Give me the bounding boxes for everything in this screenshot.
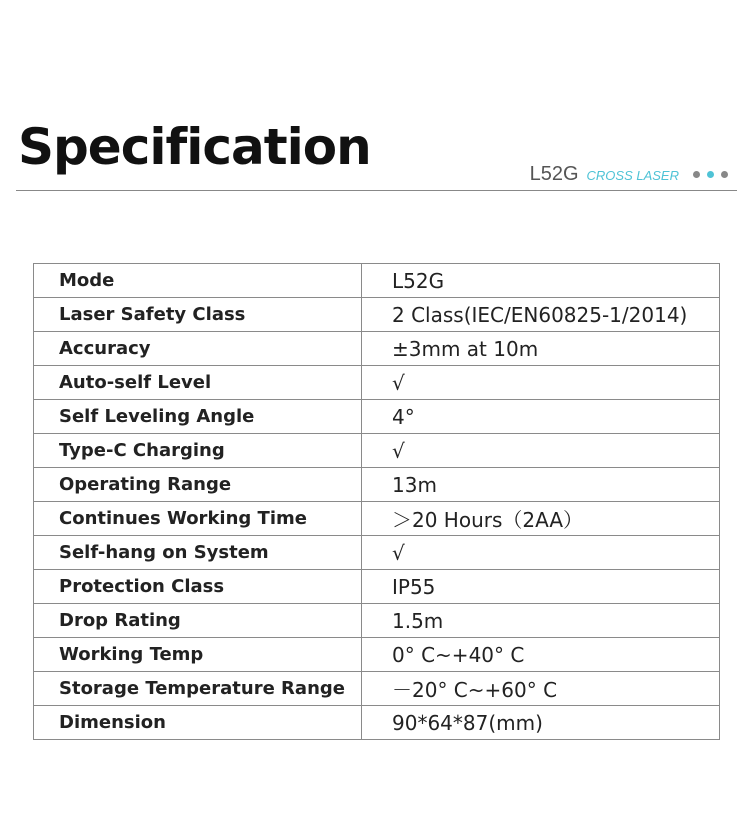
table-row xyxy=(34,638,720,672)
decorative-dots xyxy=(693,171,728,178)
spec-value: √ xyxy=(362,366,720,400)
spec-value: －20° C~+60° C xyxy=(362,672,720,706)
table-row xyxy=(34,468,720,502)
spec-label: Self-hang on System xyxy=(34,536,362,570)
dot-icon xyxy=(721,171,728,178)
spec-label: Drop Rating xyxy=(34,604,362,638)
table-row xyxy=(34,298,720,332)
spec-label: Storage Temperature Range xyxy=(34,672,362,706)
spec-label: Working Temp xyxy=(34,638,362,672)
dot-icon xyxy=(693,171,700,178)
spec-value: IP55 xyxy=(362,570,720,604)
spec-label: Laser Safety Class xyxy=(34,298,362,332)
table-row xyxy=(34,332,720,366)
model-code: L52G xyxy=(529,163,579,185)
spec-value: √ xyxy=(362,434,720,468)
spec-value: 90*64*87(mm) xyxy=(362,706,720,740)
spec-label: Accuracy xyxy=(34,332,362,366)
spec-label: Type-C Charging xyxy=(34,434,362,468)
spec-value: 4° xyxy=(362,400,720,434)
spec-table xyxy=(33,263,720,740)
table-row xyxy=(34,400,720,434)
spec-label: Operating Range xyxy=(34,468,362,502)
table-row xyxy=(34,706,720,740)
model-tag xyxy=(530,163,728,186)
spec-value: 2 Class(IEC/EN60825-1/2014) xyxy=(362,298,720,332)
spec-value: 0° C~+40° C xyxy=(362,638,720,672)
spec-label: Protection Class xyxy=(34,570,362,604)
table-row xyxy=(34,366,720,400)
dot-icon-accent xyxy=(707,171,714,178)
table-row xyxy=(34,672,720,706)
header-divider xyxy=(16,190,737,191)
spec-label: Self Leveling Angle xyxy=(34,400,362,434)
model-kind: CROSS LASER xyxy=(586,168,679,183)
spec-value: L52G xyxy=(362,264,720,298)
table-row xyxy=(34,604,720,638)
table-row xyxy=(34,536,720,570)
page-title: Specification xyxy=(18,118,371,176)
table-row xyxy=(34,264,720,298)
table-row xyxy=(34,502,720,536)
spec-label: Auto-self Level xyxy=(34,366,362,400)
spec-label: Dimension xyxy=(34,706,362,740)
table-row xyxy=(34,434,720,468)
spec-value: ±3mm at 10m xyxy=(362,332,720,366)
spec-value: ＞20 Hours（2AA） xyxy=(362,502,720,536)
spec-label: Mode xyxy=(34,264,362,298)
table-row xyxy=(34,570,720,604)
spec-value: √ xyxy=(362,536,720,570)
spec-value: 1.5m xyxy=(362,604,720,638)
spec-label: Continues Working Time xyxy=(34,502,362,536)
spec-value: 13m xyxy=(362,468,720,502)
